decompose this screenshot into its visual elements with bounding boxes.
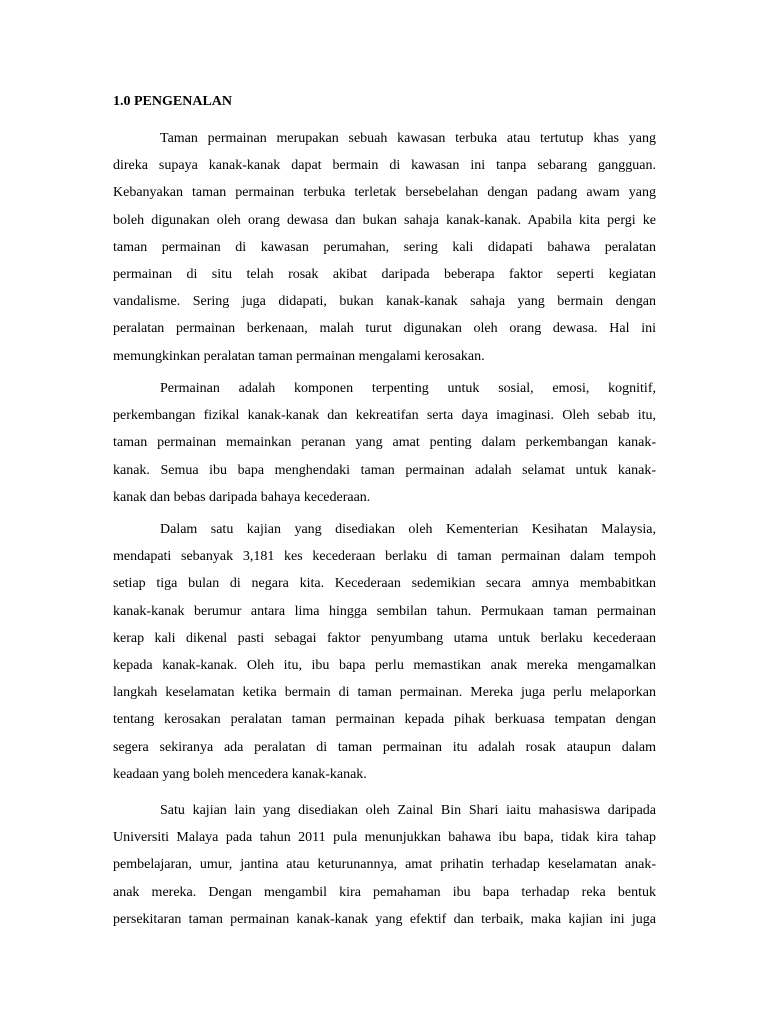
text-line: peralatan permainan berkenaan, malah turut digunakan oleh orang dewasa. Hal ini bbox=[113, 321, 656, 337]
text-line: Permainan adalah komponen terpenting untuk sosial, emosi, kognitif, bbox=[160, 381, 656, 396]
text-line: segera sekiranya ada peralatan di taman permainan itu adalah rosak ataupun dalam bbox=[113, 739, 656, 755]
text-line: persekitaran taman permainan kanak-kanak yang efektif dan terbaik, maka kajian ini juga bbox=[113, 911, 656, 927]
text-line: Kebanyakan taman permainan terbuka terletak bersebelahan dengan padang awam yang bbox=[113, 185, 656, 201]
text-line: kanak. Semua ibu bapa menghendaki taman permainan adalah selamat untuk kanak- bbox=[113, 462, 656, 478]
text-line: langkah keselamatan ketika bermain di taman permainan. Mereka juga perlu melaporkan bbox=[113, 685, 656, 701]
paragraph-3 bbox=[113, 516, 656, 788]
paragraph-4 bbox=[113, 797, 656, 933]
text-line: mendapati sebanyak 3,181 kes kecederaan berlaku di taman permainan dalam tempoh bbox=[113, 549, 656, 565]
text-line: kanak dan bebas daripada bahaya kecederaan. bbox=[113, 489, 371, 505]
text-line: boleh digunakan oleh orang dewasa dan bukan sahaja kanak-kanak. Apabila kita pergi ke bbox=[113, 212, 656, 228]
text-line: kanak-kanak berumur antara lima hingga sembilan tahun. Permukaan taman permainan bbox=[113, 603, 656, 619]
paragraph-2 bbox=[113, 375, 656, 511]
text-line: kepada kanak-kanak. Oleh itu, ibu bapa perlu memastikan anak mereka mengamalkan bbox=[113, 657, 656, 673]
text-line: perkembangan fizikal kanak-kanak dan kekreatifan serta daya imaginasi. Oleh sebab itu, bbox=[113, 408, 656, 424]
text-line: anak mereka. Dengan mengambil kira pemahaman ibu bapa terhadap reka bentuk bbox=[113, 884, 656, 900]
text-line: vandalisme. Sering juga didapati, bukan kanak-kanak sahaja yang bermain dengan bbox=[113, 294, 656, 310]
text-line: pembelajaran, umur, jantina atau keturunannya, amat prihatin terhadap keselamatan anak- bbox=[113, 857, 656, 873]
text-line: Taman permainan merupakan sebuah kawasan terbuka atau tertutup khas yang bbox=[160, 131, 656, 146]
text-line: kerap kali dikenal pasti sebagai faktor penyumbang utama untuk berlaku kecederaan bbox=[113, 630, 656, 646]
text-line: Dalam satu kajian yang disediakan oleh Kementerian Kesihatan Malaysia, bbox=[160, 522, 656, 537]
text-line: tentang kerosakan peralatan taman permainan kepada pihak berkuasa tempatan dengan bbox=[113, 712, 656, 728]
text-line: setiap tiga bulan di negara kita. Kecederaan sedemikian secara amnya membabitkan bbox=[113, 576, 656, 592]
paragraph-1 bbox=[113, 125, 656, 370]
section-heading: 1.0 PENGENALAN bbox=[113, 94, 233, 109]
text-line: direka supaya kanak-kanak dapat bermain di kawasan ini tanpa sebarang gangguan. bbox=[113, 158, 656, 174]
text-line: taman permainan di kawasan perumahan, sering kali didapati bahawa peralatan bbox=[113, 239, 656, 255]
text-line: Universiti Malaya pada tahun 2011 pula menunjukkan bahawa ibu bapa, tidak kira tahap bbox=[113, 830, 656, 846]
text-line: taman permainan memainkan peranan yang amat penting dalam perkembangan kanak- bbox=[113, 435, 656, 451]
text-line: keadaan yang boleh mencedera kanak-kanak. bbox=[113, 766, 367, 782]
text-line: permainan di situ telah rosak akibat daripada beberapa faktor seperti kegiatan bbox=[113, 266, 656, 282]
text-line: memungkinkan peralatan taman permainan mengalami kerosakan. bbox=[113, 348, 485, 364]
text-line: Satu kajian lain yang disediakan oleh Zainal Bin Shari iaitu mahasiswa daripada bbox=[160, 803, 656, 818]
